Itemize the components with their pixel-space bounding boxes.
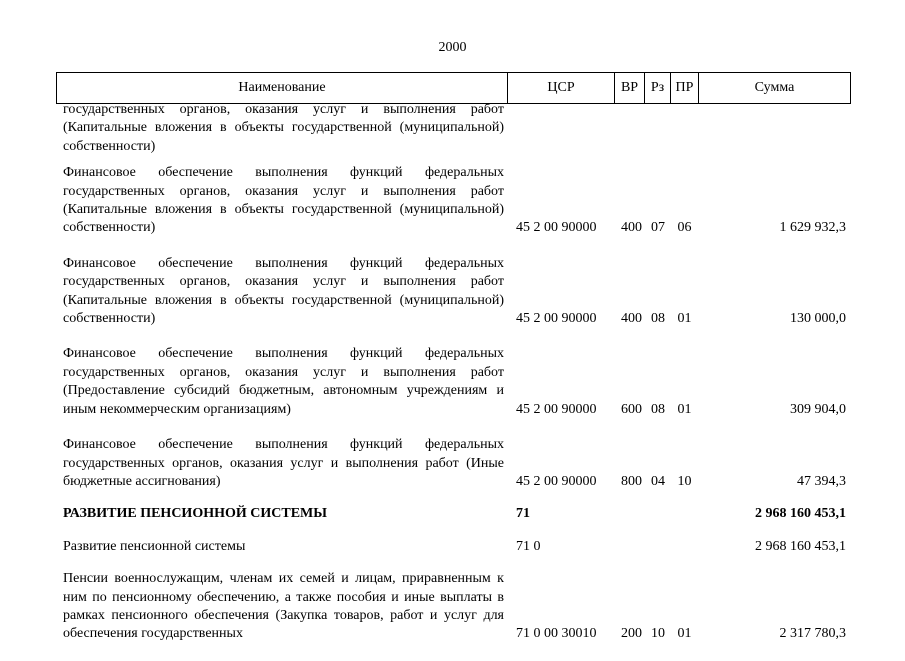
table-header <box>56 72 851 104</box>
row-pr: 01 <box>677 401 692 417</box>
page-number: 2000 <box>438 40 467 55</box>
row-pr: 01 <box>677 311 692 327</box>
table-row <box>56 570 851 644</box>
row-name: Финансовое обеспечение выполнения функций федеральных государственных органов, оказания услуг и выполнения работ (Капитальные вложения в объекты государственной (муниципальной) собственности) <box>63 255 504 327</box>
row-name: Финансовое обеспечение выполнения функций федеральных государственных органов, оказания услуг и выполнения работ (Предоставление субсидий бюджетным, автономным учреждениям и иным некоммерческим организациям) <box>63 346 504 417</box>
row-vr: 600 <box>621 401 642 417</box>
row-csr: 45 2 00 90000 <box>516 401 597 417</box>
row-sum: 47 394,3 <box>797 473 846 489</box>
header-name: Наименование <box>57 73 508 103</box>
row-name: государственных органов, оказания услуг и выполнения работ (Капитальные вложения в объекты государственной (муниципальной) собственности) <box>63 102 504 154</box>
row-rz: 10 <box>651 626 665 642</box>
row-sum: 309 904,0 <box>790 401 846 417</box>
row-sum: 1 629 932,3 <box>779 220 846 236</box>
row-rz: 08 <box>651 401 665 417</box>
row-rz: 07 <box>651 220 665 236</box>
header-csr: ЦСР <box>508 73 615 103</box>
table-row <box>56 538 851 556</box>
row-vr: 200 <box>621 626 642 642</box>
table-row <box>56 436 851 491</box>
header-vr: ВР <box>615 73 645 103</box>
row-csr: 45 2 00 90000 <box>516 220 597 236</box>
row-vr: 400 <box>621 311 642 327</box>
row-sum: 130 000,0 <box>790 311 846 327</box>
row-name: Финансовое обеспечение выполнения функций федеральных государственных органов, оказания услуг и выполнения работ (Капитальные вложения в объекты государственной (муниципальной) собственности) <box>63 165 504 236</box>
table-row <box>56 345 851 419</box>
table-row <box>56 255 851 329</box>
table-body <box>56 101 851 644</box>
header-pr: ПР <box>671 73 699 103</box>
table-row-section <box>56 505 851 523</box>
row-vr: 400 <box>621 220 642 236</box>
row-sum: 2 968 160 453,1 <box>755 506 846 522</box>
header-rz: Рз <box>645 73 671 103</box>
row-sum: 2 968 160 453,1 <box>755 538 846 554</box>
row-pr: 01 <box>677 626 692 642</box>
row-name: Пенсии военнослужащим, членам их семей и лицам, приравненным к ним по пенсионному обеспечению, а также пособия и иные выплаты в рамках пенсионного обеспечения (Закупка товаров, работ и услуг для обеспечения государственных <box>63 571 504 642</box>
table-row <box>56 101 851 156</box>
row-rz: 04 <box>651 473 665 489</box>
row-name: Финансовое обеспечение выполнения функций федеральных государственных органов, оказания услуг и выполнения работ (Иные бюджетные ассигнования) <box>63 437 504 489</box>
row-csr: 45 2 00 90000 <box>516 473 597 489</box>
row-rz: 08 <box>651 311 665 327</box>
row-csr: 45 2 00 90000 <box>516 311 597 327</box>
table-row <box>56 164 851 238</box>
row-name: РАЗВИТИЕ ПЕНСИОННОЙ СИСТЕМЫ <box>63 506 328 522</box>
budget-table <box>56 72 851 661</box>
header-sum: Сумма <box>754 80 795 95</box>
row-pr: 06 <box>677 220 692 236</box>
row-vr: 800 <box>621 473 642 489</box>
row-csr: 71 0 00 30010 <box>516 626 597 642</box>
row-name: Развитие пенсионной системы <box>63 538 246 554</box>
row-pr: 10 <box>677 473 692 489</box>
row-sum: 2 317 780,3 <box>779 626 846 642</box>
row-csr: 71 0 <box>516 538 541 554</box>
row-csr: 71 <box>516 506 530 522</box>
